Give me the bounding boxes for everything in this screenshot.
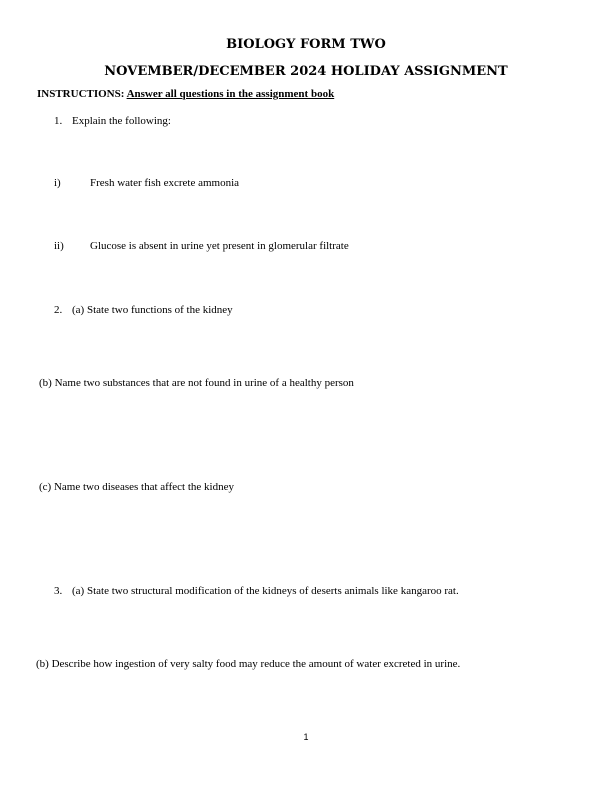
question-3-number: 3. [54, 585, 63, 597]
question-1-part-i-text: Fresh water fish excrete ammonia [90, 177, 240, 189]
question-2b-text: (b) Name two substances that are not found in urine of a healthy person [39, 377, 354, 389]
question-2a-text: (a) State two functions of the kidney [72, 304, 233, 316]
question-2c-text: (c) Name two diseases that affect the kidney [39, 481, 234, 493]
question-1-text: Explain the following: [72, 115, 171, 127]
question-3a-text: (a) State two structural modification of the kidneys of deserts animals like kangaroo rat. [72, 585, 459, 597]
question-1-part-i-label: i) [54, 177, 61, 189]
instructions-text: Answer all questions in the assignment book [126, 88, 335, 100]
question-1-part-ii-label: ii) [54, 240, 64, 252]
question-1-part-ii-text: Glucose is absent in urine yet present in glomerular filtrate [90, 240, 349, 252]
instructions [37, 88, 334, 100]
instructions-label: INSTRUCTIONS: [37, 88, 125, 100]
question-1-number: 1. [54, 115, 63, 127]
question-3b-text: (b) Describe how ingestion of very salty food may reduce the amount of water excreted in urine. [36, 658, 461, 670]
document-subtitle: NOVEMBER/DECEMBER 2024 HOLIDAY ASSIGNMENT [104, 64, 508, 79]
document-title: BIOLOGY FORM TWO [226, 37, 386, 52]
question-2-number: 2. [54, 304, 63, 316]
page-number: 1 [303, 732, 309, 742]
